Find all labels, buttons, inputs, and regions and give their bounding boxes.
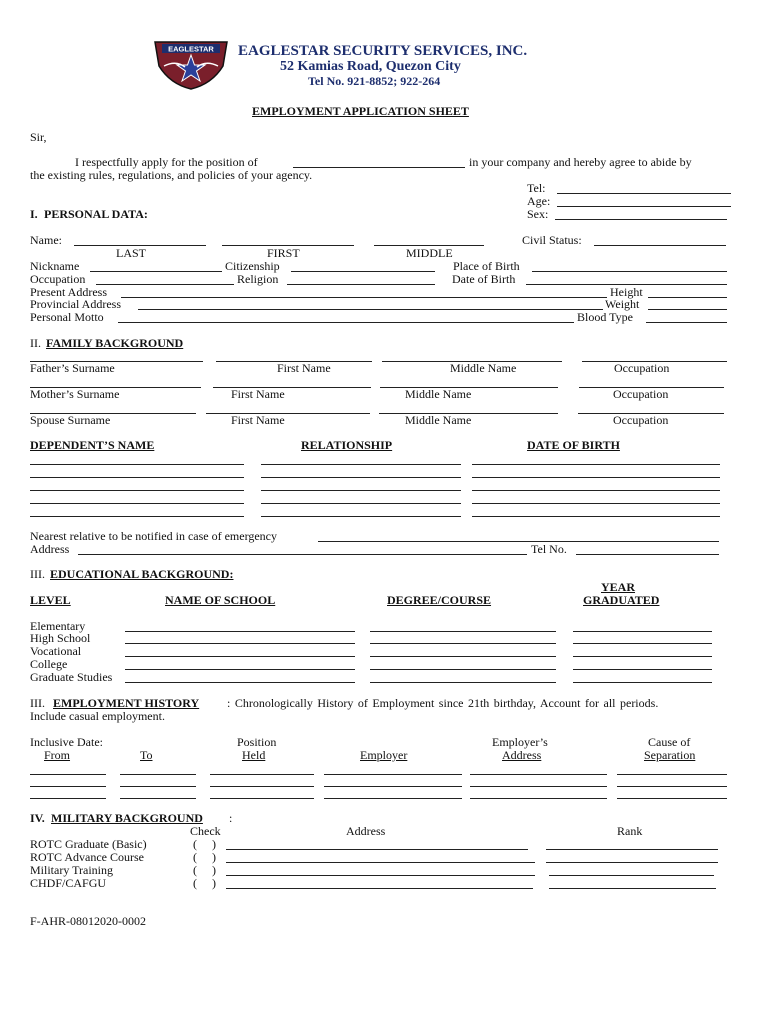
intro-text-3: the existing rules, regulations, and policies of your agency. [30, 168, 313, 182]
spouse-occupation-label: Occupation [613, 413, 669, 427]
spouse-surname-label: Spouse Surname [30, 413, 111, 427]
svg-text:EAGLESTAR: EAGLESTAR [168, 44, 214, 54]
employment-heading-num: III. [30, 696, 45, 710]
citizenship-field[interactable] [291, 271, 435, 272]
father-first-name-label: First Name [277, 361, 331, 375]
education-level: Elementary [30, 619, 86, 633]
graduated-header: GRADUATED [583, 593, 660, 607]
military-item: Military Training [30, 863, 114, 877]
family-heading: FAMILY BACKGROUND [46, 336, 184, 350]
place-of-birth-field[interactable] [532, 271, 727, 272]
employer-header: Employer [360, 748, 408, 762]
height-field[interactable] [648, 297, 727, 298]
nearest-relative-field[interactable] [318, 541, 719, 542]
form-code: F-AHR-08012020-0002 [30, 914, 146, 928]
sex-label: Sex: [527, 207, 549, 221]
name-label: Name: [30, 233, 62, 247]
form-title: EMPLOYMENT APPLICATION SHEET [252, 104, 469, 118]
education-heading-num: III. [30, 567, 45, 581]
from-header: From [44, 748, 71, 762]
nearest-relative-label: Nearest relative to be notified in case of emergency [30, 529, 278, 543]
blood-type-label: Blood Type [577, 310, 633, 324]
dependents-name-header: DEPENDENT’S NAME [30, 438, 155, 452]
year-header: YEAR [601, 580, 636, 594]
mother-middle-name-label: Middle Name [405, 387, 472, 401]
check-header: Check [190, 824, 221, 838]
military-heading-colon: : [229, 811, 233, 825]
military-heading: MILITARY BACKGROUND [51, 811, 203, 825]
intro-text-2: in your company and hereby agree to abide by [469, 155, 692, 169]
father-occupation-label: Occupation [614, 361, 670, 375]
father-middle-name-label: Middle Name [450, 361, 517, 375]
spouse-first-name-label: First Name [231, 413, 285, 427]
position-field[interactable] [293, 167, 465, 168]
education-level: College [30, 657, 68, 671]
education-level: High School [30, 631, 91, 645]
emergency-tel-label: Tel No. [531, 542, 567, 556]
civil-status-label: Civil Status: [522, 233, 582, 247]
personal-heading-num: I. [30, 207, 38, 221]
employment-heading: EMPLOYMENT HISTORY [53, 696, 200, 710]
personal-motto-field[interactable] [118, 322, 574, 323]
education-heading: EDUCATIONAL BACKGROUND: [50, 567, 234, 581]
rank-header: Rank [617, 824, 643, 838]
last-caption: LAST [116, 246, 146, 260]
to-header: To [140, 748, 153, 762]
personal-heading: PERSONAL DATA: [44, 207, 148, 221]
company-address: 52 Kamias Road, Quezon City [280, 59, 461, 74]
emergency-address-label: Address [30, 542, 70, 556]
education-level: Graduate Studies [30, 670, 113, 684]
citizenship-label: Citizenship [225, 259, 280, 273]
level-header: LEVEL [30, 593, 71, 607]
occupation-field[interactable] [96, 284, 234, 285]
dependent-dob-header: DATE OF BIRTH [527, 438, 620, 452]
sex-field[interactable] [555, 219, 727, 220]
employer-address-header: Address [502, 748, 542, 762]
military-item: ROTC Advance Course [30, 850, 144, 864]
eaglestar-logo [152, 40, 230, 90]
first-caption: FIRST [267, 246, 300, 260]
religion-label: Religion [237, 272, 279, 286]
employment-description-2: Include casual employment. [30, 709, 165, 723]
family-heading-num: II. [30, 336, 41, 350]
education-level: Vocational [30, 644, 82, 658]
military-item: ROTC Graduate (Basic) [30, 837, 147, 851]
mother-occupation-label: Occupation [613, 387, 669, 401]
held-header: Held [242, 748, 266, 762]
military-address-header: Address [346, 824, 386, 838]
cause-of-label: Cause of [648, 735, 691, 749]
nickname-label: Nickname [30, 259, 80, 273]
religion-field[interactable] [287, 284, 435, 285]
emergency-tel-field[interactable] [576, 554, 719, 555]
emergency-address-field[interactable] [78, 554, 527, 555]
spouse-middle-name-label: Middle Name [405, 413, 472, 427]
military-heading-num: IV. [30, 811, 45, 825]
position-label: Position [237, 735, 277, 749]
company-name: EAGLESTAR SECURITY SERVICES, INC. [238, 43, 528, 59]
provincial-address-field[interactable] [138, 309, 603, 310]
age-label: Age: [527, 194, 551, 208]
blood-type-field[interactable] [646, 322, 727, 323]
mothers-surname-label: Mother’s Surname [30, 387, 120, 401]
provincial-address-label: Provincial Address [30, 297, 121, 311]
height-label: Height [610, 285, 643, 299]
weight-label: Weight [605, 297, 640, 311]
weight-field[interactable] [648, 309, 727, 310]
place-of-birth-label: Place of Birth [453, 259, 520, 273]
degree-course-header: DEGREE/COURSE [387, 593, 492, 607]
fathers-surname-label: Father’s Surname [30, 361, 115, 375]
tel-label: Tel: [527, 181, 546, 195]
relationship-header: RELATIONSHIP [301, 438, 393, 452]
present-address-field[interactable] [121, 297, 607, 298]
employers-label: Employer’s [492, 735, 548, 749]
occupation-label: Occupation [30, 272, 86, 286]
intro-text-1: I respectfully apply for the position of [75, 155, 258, 169]
nickname-field[interactable] [90, 271, 222, 272]
employment-description: : Chronologically History of Employment since 21th birthday, Account for all periods. [227, 696, 659, 710]
school-name-header: NAME OF SCHOOL [165, 593, 276, 607]
military-item: CHDF/CAFGU [30, 876, 107, 890]
separation-header: Separation [644, 748, 696, 762]
company-tel: Tel No. 921-8852; 922-264 [308, 74, 441, 88]
present-address-label: Present Address [30, 285, 107, 299]
tel-field[interactable] [557, 193, 731, 194]
date-of-birth-label: Date of Birth [452, 272, 516, 286]
age-field[interactable] [557, 206, 731, 207]
inclusive-date-label: Inclusive Date: [30, 735, 103, 749]
civil-status-field[interactable] [594, 245, 726, 246]
personal-motto-label: Personal Motto [30, 310, 104, 324]
salutation: Sir, [30, 130, 47, 144]
middle-caption: MIDDLE [406, 246, 453, 260]
mother-first-name-label: First Name [231, 387, 285, 401]
